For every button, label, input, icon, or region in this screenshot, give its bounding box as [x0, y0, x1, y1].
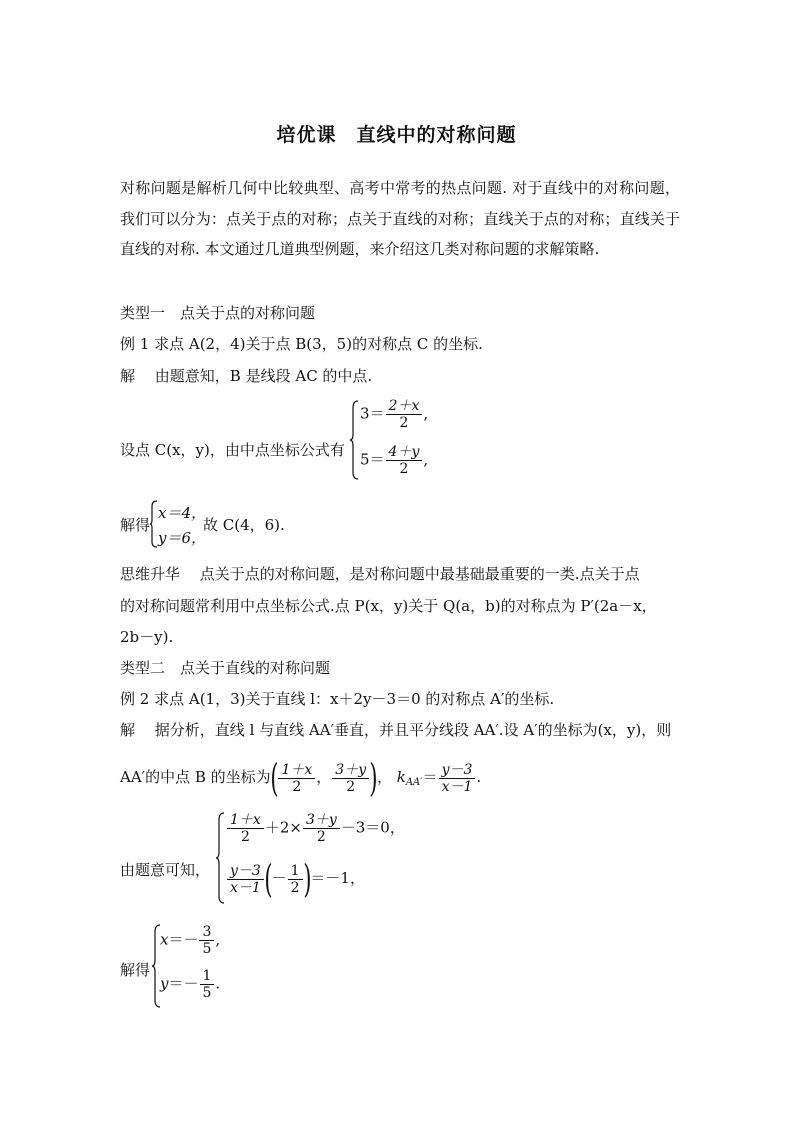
solution-1-text: 由题意知，B 是线段 AC 的中点.: [154, 367, 373, 385]
section-heading-type1: 类型一 点关于点的对称问题: [120, 304, 316, 322]
solution-1: [120, 366, 372, 386]
solve-label-1: 解得: [120, 516, 151, 534]
example-2-text: 求点 A(1，3)关于直线 l：x＋2y－3＝0 的对称点 A′的坐标.: [154, 690, 555, 708]
example-1: [120, 334, 483, 354]
setup-text: 设点 C(x，y)，由中点坐标公式有: [120, 441, 345, 459]
system-eq-2: 5＝ $\frac{4+y}{2}$ ,: [360, 444, 429, 477]
solution-2-text: 据分析，直线 l 与直线 AA′垂直，并且平分线段 AA′.设 A′的坐标为(x，y)，则: [154, 721, 672, 739]
midpoint-line: AA′的中点 B 的坐标为( $\frac{1+x}{2}$ ， $\frac{3+y}{2}$ )， $k_{AA'}=$ $\frac{y-3}{x-1}$ .: [120, 756, 482, 800]
example-1-text: 求点 A(2，4)关于点 B(3，5)的对称点 C 的坐标.: [154, 335, 483, 353]
solution-2-label: 解: [120, 721, 136, 739]
example-2: [120, 689, 554, 709]
condition-label: 由题意可知，: [120, 861, 211, 879]
conclusion-1: 故 C(4，6).: [203, 516, 285, 534]
answer-y: y＝－ $\frac{1}{5}$ .: [160, 968, 221, 1001]
condition-eq-1: $\frac{1+x}{2}$ ＋2× $\frac{3+y}{2}$ －3＝0，: [226, 812, 405, 845]
solution-1-label: 解: [120, 367, 136, 385]
example-1-label: 例 1: [120, 335, 150, 353]
summary-line-1: 思维升华 点关于点的对称问题，是对称问题中最基础最重要的一类.点关于点: [120, 565, 640, 583]
condition-eq-2: $\frac{y-3}{x-1}$ (－ $\frac{1}{2}$ )＝－1，: [226, 860, 365, 898]
fraction: $\frac{2+x}{2}$: [386, 398, 423, 431]
summary-line-3: 2b－y).: [120, 628, 174, 646]
fraction: $\frac{4+y}{2}$: [386, 444, 423, 477]
system-eq-1: 3＝ $\frac{2+x}{2}$ ,: [360, 398, 429, 431]
summary-label: 思维升华: [120, 565, 181, 583]
document-page: 培优课 直线中的对称问题 对称问题是解析几何中比较典型、高考中常考的热点问题. 对于直线中的对称问题，我们可以分为：点关于点的对称；点关于直线的对称；直线关于点的对称；直线关于直线的对称. 本文通过几道典型例题，来介绍这几类对称问题的求解策略. 类型一 点关于点的对称问题 例 1 求点 A(2，4)关于点 B(3，5)的对称点 C 的坐标. 解 由题意知，B 是线段 AC 的中点. 设点 C(x，y)，由中点坐标公式有 3＝ $\frac{2+x}{2}$ , 5＝ $\frac{4+y}{2}$ , 解得 x＝4， y＝6， 故 C(4，6). 思维升华 点关于点的对称问题，是对称问题中最基础最重要的一类.点关于点 的对称问题常利用中点坐标公式.点 P(x，y)关于 Q(a，b)的对称点为 P′(2a－x， 2b－y). 类型二 点关于直线的对称问题 例 2 求点 A(1，3)关于直线 l：x＋2y－3＝0 的对称点 A′的坐标. 解 据分析，直线 l 与直线 AA′垂直，并且平分线段 AA′.设 A′的坐标为(x，y)，则 AA′的中点 B 的坐标为( $\frac{1+x}{2}$ ， $\frac{3+y}{2}$ )， $k_{AA'}=$ $\frac{y-3}{x-1}$ . 由题意可知， $\frac{1+x}{2}$ ＋2× $\frac{3+y}{2}$ －3＝0， $\frac{y-3}{x-1}$ (－ $\frac{1}{2}$ )＝－1， 解得 x＝－ $\frac{3}{5}$ , y＝－ $\frac{1}{5}$ .: [0, 0, 793, 1122]
solution-2: [120, 720, 671, 740]
section-heading-type2: 类型二 点关于直线的对称问题: [120, 659, 331, 677]
page-title: 培优课 直线中的对称问题: [276, 124, 517, 146]
answer-x: x＝－ $\frac{3}{5}$ ,: [160, 924, 221, 957]
solve-label-2: 解得: [120, 961, 151, 979]
left-brace-icon: [150, 500, 158, 548]
left-brace-icon: [350, 400, 360, 480]
left-brace-icon: [216, 812, 226, 904]
summary-line-2: 的对称问题常利用中点坐标公式.点 P(x，y)关于 Q(a，b)的对称点为 P′(2a－x，: [120, 597, 657, 615]
intro-paragraph: 对称问题是解析几何中比较典型、高考中常考的热点问题. 对于直线中的对称问题，我们可以分为：点关于点的对称；点关于直线的对称；直线关于点的对称；直线关于直线的对称. 本文通过几道典型例题，来介绍这几类对称问题的求解策略.: [120, 179, 680, 258]
example-2-label: 例 2: [120, 690, 150, 708]
